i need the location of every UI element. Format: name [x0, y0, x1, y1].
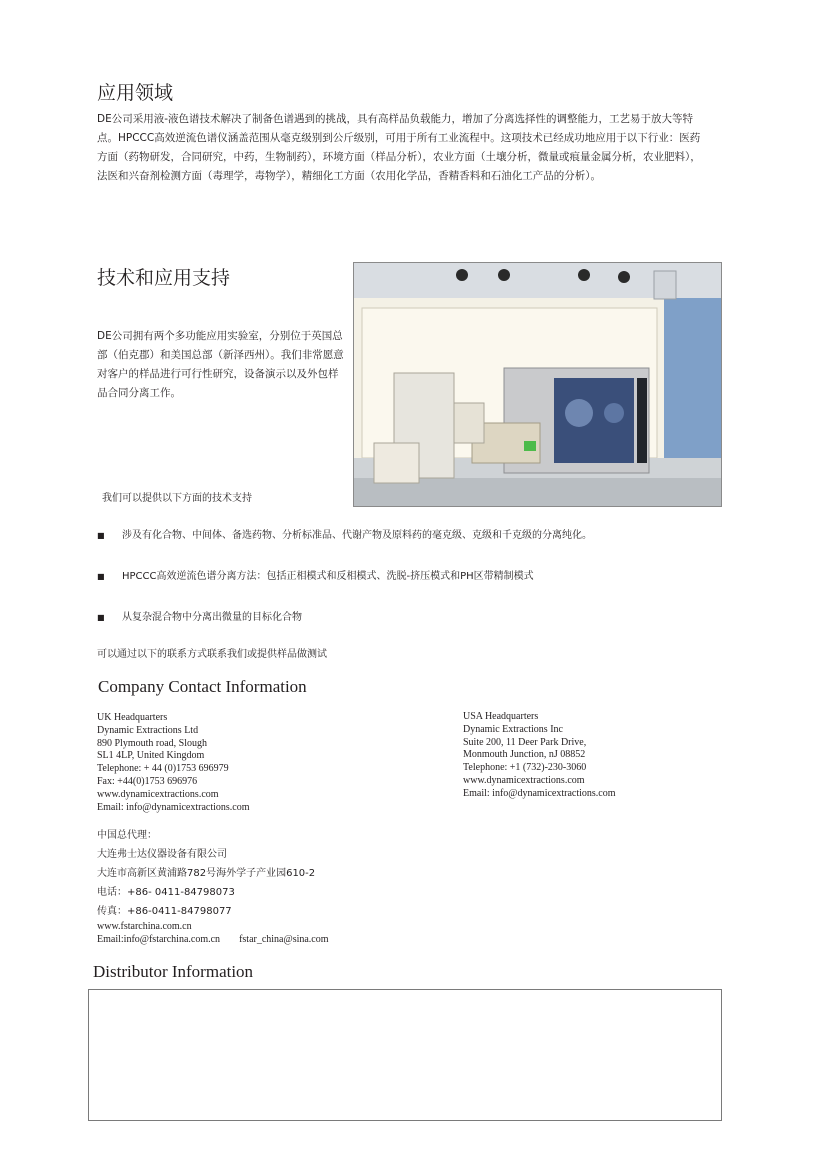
- uk-website-link[interactable]: www.dynamicextractions.com: [97, 788, 219, 800]
- uk-email-link[interactable]: Email: info@dynamicextractions.com: [97, 801, 250, 813]
- china-agent-address: 大连市高新区黄浦路782号海外学子产业园610-2: [97, 868, 316, 879]
- china-agent-company: 大连弗士达仪器设备有限公司: [97, 849, 227, 860]
- uk-line: Telephone: + 44 (0)1753 696979: [97, 763, 229, 775]
- contact-title: Company Contact Information: [98, 677, 307, 696]
- uk-line: SL1 4LP, United Kingdom: [97, 750, 205, 762]
- china-agent-fax: 传真：+86-0411-84798077: [97, 906, 232, 917]
- china-agent-block: [97, 826, 497, 947]
- china-agent-website-link[interactable]: www.fstarchina.com.cn: [97, 921, 192, 932]
- lab-photo: [353, 262, 722, 507]
- section-title-support: 技术和应用支持: [97, 267, 231, 289]
- distributor-info-box: [88, 989, 722, 1121]
- usa-email-link[interactable]: Email: info@dynamicextractions.com: [463, 787, 616, 799]
- list-item: [97, 608, 717, 649]
- china-agent-phone: 电话：+86- 0411-84798073: [97, 887, 235, 898]
- china-agent-email-link-2[interactable]: fstar_china@sina.com: [239, 933, 329, 945]
- bullet-text: 从复杂混合物中分离出微量的目标化合物: [122, 612, 302, 623]
- usa-line: Telephone: +1 (732)-230-3060: [463, 762, 587, 774]
- uk-line: UK Headquarters: [97, 712, 168, 723]
- applications-paragraph: DE公司采用液-液色谱技术解决了制备色谱遇到的挑战，具有高样品负载能力，增加了分离选择性的调整能力，工艺易于放大等特点。HPCCC高效逆流色谱仪涵盖范围从毫克级别到公斤级别，可用于所有工业流程中。这项技术已经成功地应用于以下行业：医药方面（药物研发，合同研究，中药，生物制药），环境方面（样品分析），农业方面（土壤分析，微量或痕量金属分析，农业肥料），法医和兴奋剂检测方面（毒理学，毒物学），精细化工方面（农用化学品，香精香料和石油化工产品的分析）。: [97, 113, 701, 182]
- bullet-icon: ■: [97, 531, 105, 540]
- distributor-title: Distributor Information: [93, 962, 254, 981]
- support-intro: 我们可以提供以下方面的技术支持: [102, 493, 252, 504]
- usa-line: Dynamic Extractions Inc: [463, 723, 563, 735]
- bullet-icon: ■: [97, 613, 105, 622]
- uk-line: Dynamic Extractions Ltd: [97, 724, 199, 736]
- china-agent-email-row: [97, 934, 497, 947]
- china-agent-email-link[interactable]: Email:info@fstarchina.com.cn: [97, 933, 221, 945]
- uk-line: 890 Plymouth road, Slough: [97, 737, 208, 749]
- usa-line: USA Headquarters: [463, 711, 539, 722]
- usa-line: Suite 200, 11 Deer Park Drive,: [463, 736, 587, 748]
- support-paragraph: DE公司拥有两个多功能应用实验室，分别位于英国总部（伯克郡）和美国总部（新泽西州）。我们非常愿意对客户的样品进行可行性研究，设备演示以及外包样品合同分离工作。: [97, 330, 344, 399]
- china-agent-label: 中国总代理：: [97, 830, 157, 841]
- list-item: [97, 526, 717, 567]
- bullet-text: 涉及有化合物、中间体、备选药物、分析标准品、代谢产物及原料药的毫克级、克级和千克级的分离纯化。: [122, 530, 592, 541]
- usa-line: Monmouth Junction, nJ 08852: [463, 749, 586, 761]
- usa-website-link[interactable]: www.dynamicextractions.com: [463, 774, 585, 786]
- bullet-text: HPCCC高效逆流色谱分离方法：包括正相模式和反相模式、洗脱-挤压模式和PH区带精制模式: [122, 571, 534, 582]
- uk-line: Fax: +44(0)1753 696976: [97, 775, 198, 787]
- usa-address-block: [463, 711, 723, 801]
- uk-address-block: [97, 712, 417, 814]
- bullet-icon: ■: [97, 572, 105, 581]
- support-bullet-list: [97, 526, 717, 649]
- section-title-applications: 应用领域: [97, 82, 174, 104]
- list-item: [97, 567, 717, 608]
- contact-note: 可以通过以下的联系方式联系我们或提供样品做测试: [97, 649, 327, 660]
